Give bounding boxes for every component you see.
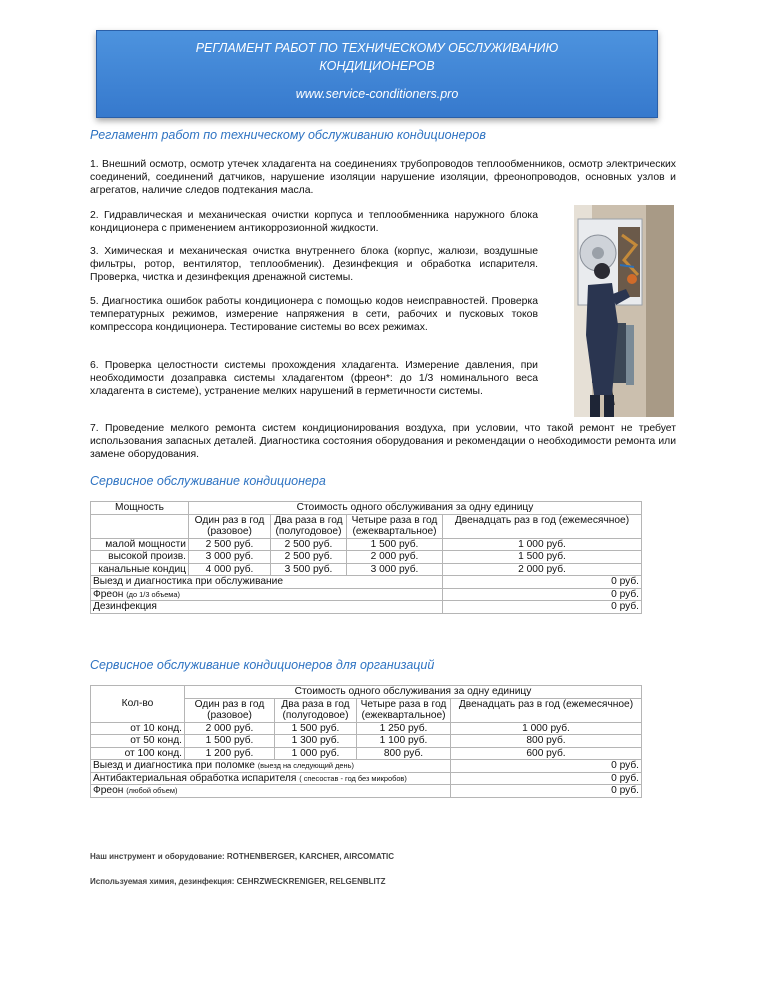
row-label: от 50 конд. [91,735,185,748]
price-cell: 1 000 руб. [443,538,642,551]
price-cell: 3 500 руб. [271,563,347,576]
header-banner [96,30,658,118]
extra-price: 0 руб. [451,760,642,773]
price-cell: 1 500 руб. [347,538,443,551]
table-row [91,551,642,564]
col-header-period: Четыре раза в год (ежеквартальное) [357,698,451,722]
table-row [91,772,642,785]
row-label: от 10 конд. [91,722,185,735]
table-row [91,538,642,551]
extra-price: 0 руб. [443,601,642,614]
price-cell: 1 300 руб. [275,735,357,748]
table-row [91,576,642,589]
price-cell: 1 000 руб. [275,747,357,760]
price-cell: 1 500 руб. [443,551,642,564]
price-cell: 600 руб. [451,747,642,760]
col-header-period: Один раз в год (разовое) [189,514,271,538]
price-cell: 1 500 руб. [275,722,357,735]
extra-price: 0 руб. [443,576,642,589]
header-url: www.service-conditioners.pro [295,87,459,101]
col-header-period: Два раза в год (полугодовое) [275,698,357,722]
extra-label: Фреон (любой объем) [91,785,451,798]
technician-photo [574,205,674,417]
price-table-organizations [90,685,642,798]
col-header-power: Мощность [91,502,189,515]
list-item: 6. Проверка целостности системы прохождения хладагента. Измерение давления, при необходимости дозаправка системы хладагентом (фреон*: до 1/3 номинального веса хладагента в системе), устранение мелких нарушений в герметичности системы. [90,360,538,398]
price-cell: 2 500 руб. [189,538,271,551]
table-row [91,514,642,538]
price-cell: 2 000 руб. [347,551,443,564]
row-label: высокой произв. [91,551,189,564]
price-cell: 1 200 руб. [185,747,275,760]
table-row [91,785,642,798]
extra-label: Выезд и диагностика при поломке (выезд на следующий день) [91,760,451,773]
price-cell: 800 руб. [451,735,642,748]
price-cell: 3 000 руб. [347,563,443,576]
col-header-period: Двенадцать раз в год (ежемесячное) [443,514,642,538]
header-title: РЕГЛАМЕНТ РАБОТ ПО ТЕХНИЧЕСКОМУ ОБСЛУЖИВАНИЮ КОНДИЦИОНЕРОВ [195,41,559,73]
price-cell: 3 000 руб. [189,551,271,564]
row-label: канальные кондиц [91,563,189,576]
col-header-cost: Стоимость одного обслуживания за одну единицу [185,686,642,699]
table-row [91,722,642,735]
price-cell: 2 000 руб. [443,563,642,576]
table-row [91,601,642,614]
table-row [91,563,642,576]
price-cell: 800 руб. [357,747,451,760]
price-table-home [90,501,642,614]
list-item: 1. Внешний осмотр, осмотр утечек хладагента на соединениях трубопроводов теплообменников, осмотр электрических соединений, соединений датчиков, нарушение изоляции нарушение изоляции, фреонопроводов, основных узлов и агрегатов, наличие следов подтекания масла. [90,159,676,197]
col-header-period: Двенадцать раз в год (ежемесячное) [451,698,642,722]
list-item: 2. Гидравлическая и механическая очистки корпуса и теплообменника наружного блока кондиционера с применением антикоррозионной жидкости. [90,210,538,235]
list-item: 5. Диагностика ошибок работы кондиционера с помощью кодов неисправностей. Проверка температурных режимов, измерение напряжения в сети, рабочих и пусковых токов компрессора кондиционера. Тестирование системы во всех режимах. [90,296,538,334]
extra-label: Фреон (до 1/3 объема) [91,588,443,601]
list-item: 3. Химическая и механическая очистка внутреннего блока (корпус, жалюзи, воздушные фильтры, ротор, вентилятор, теплообменик). Дезинфекция и обработка испарителя. Проверка, чистка и дезинфекция дренажной системы. [90,246,538,284]
section-heading-service: Сервисное обслуживание кондиционера [90,474,326,488]
price-cell: 1 100 руб. [357,735,451,748]
price-cell: 1 250 руб. [357,722,451,735]
table-row [91,735,642,748]
table-row [91,747,642,760]
list-item: 7. Проведение мелкого ремонта систем кондиционирования воздуха, при условии, что такой ремонт не требует использования запасных деталей. Диагностика состояния оборудования и рекомендации о необходимости ремонта или замене оборудования. [90,423,676,461]
extra-label: Выезд и диагностика при обслуживание [91,576,443,589]
col-header-cost: Стоимость одного обслуживания за одну единицу [189,502,642,515]
col-header-period: Один раз в год (разовое) [185,698,275,722]
extra-price: 0 руб. [451,772,642,785]
extra-label: Дезинфекция [91,601,443,614]
section-heading-organizations: Сервисное обслуживание кондиционеров для организаций [90,658,435,672]
row-label: малой мощности [91,538,189,551]
table-row [91,686,642,699]
col-header-qty: Кол-во [91,686,185,723]
extra-price: 0 руб. [451,785,642,798]
extra-price: 0 руб. [443,588,642,601]
price-cell: 2 000 руб. [185,722,275,735]
table-row [91,588,642,601]
section-heading-regulations: Регламент работ по техническому обслуживанию кондиционеров [90,128,486,142]
col-header-period: Четыре раза в год (ежеквартальное) [347,514,443,538]
row-label: от 100 конд. [91,747,185,760]
footer-chemicals: Используемая химия, дезинфекция: CEHRZWECKRENIGER, RELGENBLITZ [90,877,386,886]
extra-label: Антибактериальная обработка испарителя ( спесостав - год без микробов) [91,772,451,785]
price-cell: 4 000 руб. [189,563,271,576]
price-cell: 2 500 руб. [271,551,347,564]
col-header-period: Два раза в год (полугодовое) [271,514,347,538]
price-cell: 1 500 руб. [185,735,275,748]
footer-tools: Наш инструмент и оборудование: ROTHENBERGER, KARCHER, AIRCOMATIC [90,852,395,861]
price-cell: 2 500 руб. [271,538,347,551]
price-cell: 1 000 руб. [451,722,642,735]
table-row [91,760,642,773]
table-row [91,502,642,515]
